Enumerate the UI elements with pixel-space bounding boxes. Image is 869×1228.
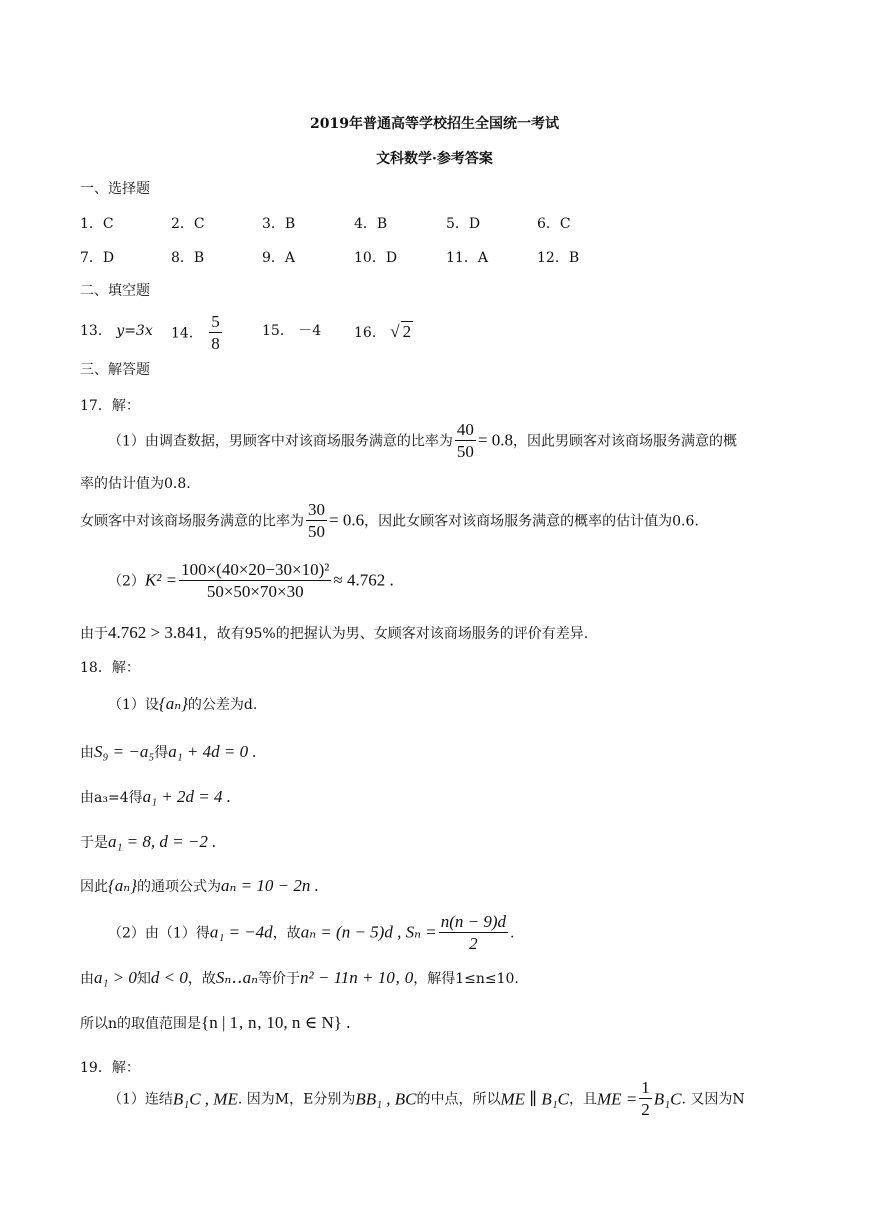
- q19-text: . 因为M，E分别为: [237, 1091, 356, 1108]
- q19-math: ME =: [597, 1089, 638, 1109]
- q14-label: 14．: [171, 325, 203, 342]
- q18-math: a₁ + 4d = 0 .: [168, 742, 257, 761]
- choice-answer: 8．B: [171, 250, 205, 266]
- q14-fraction: [209, 312, 222, 355]
- q18-math: Sₙ‥aₙ: [215, 968, 258, 987]
- q13-label: 13．: [80, 323, 112, 339]
- q17-conclusion: [80, 623, 588, 644]
- q17-text: 由于: [80, 626, 108, 642]
- q16-label: 16．: [354, 325, 386, 341]
- q18-math: {n | 1‚ n‚ 10, n ∈ N} .: [201, 1013, 351, 1032]
- q18-line3: [80, 787, 231, 808]
- choice-answer: 6．C: [537, 216, 571, 232]
- section-heading-solution: 三、解答题: [80, 362, 150, 378]
- q18-math: {aₙ}: [108, 876, 137, 895]
- q17-text: ，因此男顾客对该商场服务满意的概: [513, 433, 737, 450]
- q18-text: 由: [80, 745, 94, 761]
- choice-answer: 5．D: [446, 216, 481, 232]
- q18-line7: [80, 968, 519, 989]
- q18-text: 由a₃=4得: [80, 790, 143, 806]
- numerator: 1: [641, 1078, 650, 1097]
- q17-part2: [108, 560, 394, 603]
- q18-math: a₁ + 2d = 4 .: [142, 787, 231, 806]
- q19-text: （1）连结: [108, 1091, 173, 1108]
- q18-sn-fraction: [439, 912, 508, 955]
- q18-text: 于是: [80, 835, 108, 851]
- denominator: 50: [308, 522, 325, 541]
- q18-line8: [80, 1013, 350, 1034]
- choice-answer: 3．B: [262, 216, 296, 232]
- q15: [262, 321, 321, 341]
- q18-math: {aₙ}: [158, 694, 188, 713]
- q18-text: ，故: [272, 925, 301, 942]
- q17-label: 17．解：: [80, 398, 140, 414]
- choice-answer: 12．B: [537, 250, 580, 266]
- q14-numerator: 5: [211, 312, 220, 331]
- q18-text: 因此: [80, 879, 108, 895]
- fill-answers: [80, 321, 153, 341]
- q17-text: ，因此女顾客对该商场服务满意的概率的估计值为0.6.: [364, 513, 699, 530]
- q16-answer: 2: [402, 322, 412, 341]
- choice-answer: 4．B: [354, 216, 388, 232]
- q18-line4: [80, 832, 216, 853]
- numerator: 100×(40×20−30×10)²: [181, 560, 330, 579]
- q18-line1: [108, 694, 257, 715]
- q17-part1: [108, 420, 737, 463]
- q17-text: 女顾客中对该商场服务满意的比率为: [80, 513, 304, 530]
- choice-answer: 11．A: [446, 250, 488, 266]
- q18-text: 等价于: [258, 971, 300, 987]
- q17-fraction-2: [306, 500, 327, 543]
- q18-math: S₉ = −a₅: [94, 742, 155, 761]
- q18-text: （1）设: [108, 697, 159, 713]
- q14-denominator: 8: [211, 334, 220, 353]
- q19-text: ，且: [569, 1091, 598, 1108]
- denominator: 50: [456, 442, 474, 461]
- q18-math: a₁ = 8, d = −2 .: [108, 832, 217, 851]
- numerator: 30: [308, 500, 325, 519]
- q18-text: 得: [154, 745, 169, 761]
- q19-line1: [108, 1078, 745, 1121]
- section-heading-fill: 二、填空题: [80, 283, 150, 299]
- q15-label: 15．: [262, 323, 294, 339]
- q17-female: [80, 500, 699, 543]
- sqrt-icon: √: [390, 322, 400, 341]
- q18-line2: [80, 742, 257, 763]
- q18-text: ，解得1≤n≤10.: [413, 971, 519, 987]
- q18-math: aₙ = 10 − 2n .: [221, 876, 319, 895]
- q18-text: ，故: [187, 971, 216, 987]
- q17-part1-cont: 率的估计值为0.8.: [80, 476, 191, 492]
- q18-math: n² − 11n + 10‚ 0: [300, 968, 414, 987]
- denominator: 2: [469, 934, 478, 953]
- q15-answer: －4: [298, 323, 322, 339]
- denominator: 50×50×70×30: [206, 582, 304, 601]
- q19-math: B₁C: [653, 1089, 682, 1109]
- q18-text: 知: [136, 971, 151, 987]
- page-subtitle: 文科数学·参考答案: [376, 151, 493, 167]
- q18-text: 由: [80, 971, 94, 987]
- q17-text: （2）: [108, 573, 145, 590]
- q18-math: d < 0: [150, 968, 188, 987]
- q17-value: = 0.8: [477, 430, 513, 450]
- q17-text: （1）由调查数据，男顾客中对该商场服务满意的比率为: [108, 433, 453, 450]
- q18-text: .: [510, 925, 515, 942]
- q17-k2-fraction: [179, 560, 331, 603]
- q18-text: （2）由（1）得: [108, 925, 210, 942]
- q19-math: B₁C , ME: [172, 1089, 238, 1109]
- k2-result: ≈ 4.762 .: [333, 570, 394, 590]
- q19-label: 19．解：: [80, 1060, 140, 1076]
- q18-label: 18．解：: [80, 660, 140, 676]
- k-squared: K² =: [144, 570, 178, 590]
- q18-text: 的通项公式为: [137, 879, 221, 895]
- section-heading-choice: 一、选择题: [80, 181, 150, 197]
- denominator: 2: [641, 1100, 650, 1119]
- q18-line5: [80, 876, 319, 897]
- choice-answer: 10．D: [354, 250, 398, 266]
- q17-inequality: 4.762 > 3.841: [108, 623, 203, 642]
- q19-math: ME ∥ B₁C: [500, 1089, 570, 1109]
- q18-math: a₁ > 0: [94, 968, 137, 987]
- q18-math: aₙ = (n − 5)d , Sₙ =: [300, 922, 437, 942]
- numerator: n(n − 9)d: [440, 912, 507, 931]
- q13-answer: y=3x: [116, 323, 153, 339]
- q19-math: BB₁ , BC: [355, 1089, 417, 1109]
- page-title: 2019年普通高等学校招生全国统一考试: [310, 116, 559, 132]
- q18-line6: [108, 912, 514, 955]
- choice-answer: 9．A: [262, 250, 296, 266]
- q17-text: ，故有95%的把握认为男、女顾客对该商场服务的评价有差异.: [202, 626, 589, 642]
- q17-value: = 0.6: [329, 510, 365, 530]
- choice-answer: 7．D: [80, 250, 115, 266]
- q18-math: a₁ = −4d: [209, 922, 273, 942]
- q19-text: 的中点，所以: [416, 1091, 501, 1108]
- q14: [171, 312, 224, 355]
- q19-text: . 又因为N: [681, 1091, 745, 1108]
- q19-half-fraction: [639, 1078, 652, 1121]
- q17-fraction-1: [455, 420, 476, 463]
- numerator: 40: [456, 420, 474, 439]
- q16: [354, 321, 413, 343]
- choice-answer: 1．C: [80, 216, 114, 232]
- q18-text: 所以n的取值范围是: [80, 1016, 202, 1032]
- q18-text: 的公差为d.: [187, 697, 258, 713]
- choice-answer: 2．C: [171, 216, 205, 232]
